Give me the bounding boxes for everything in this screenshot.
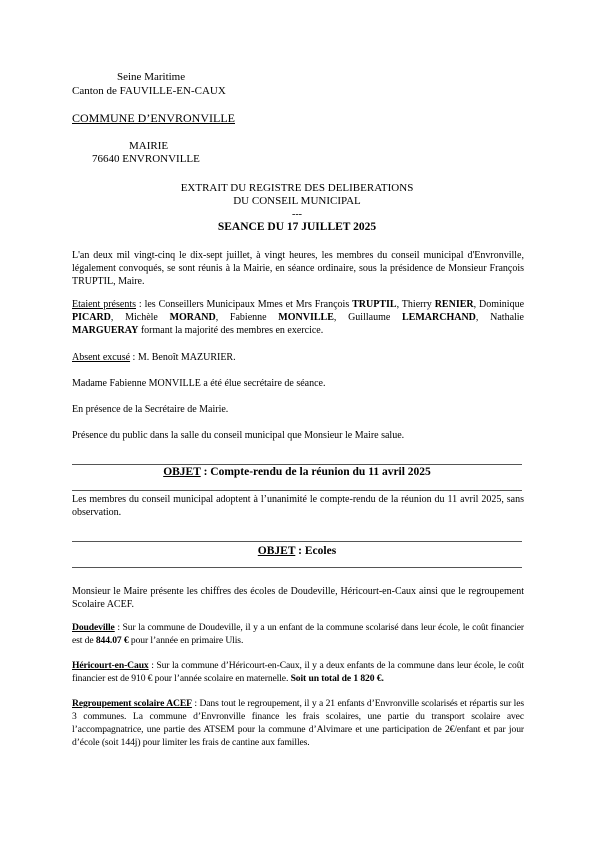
objet-1-text: Les membres du conseil municipal adoptent à l’unanimité le compte-rendu de la réunion du 11 avril 2025, sans observation. — [72, 494, 524, 518]
objet-label: OBJET — [257, 545, 296, 557]
presents-text: , Michèle — [110, 312, 170, 323]
divider — [72, 490, 522, 491]
presents-text: formant la majorité des membres en exercice. — [138, 325, 324, 336]
objet-title: : Compte-rendu de la réunion du 11 avril 2025 — [200, 466, 431, 478]
objet-title: : Ecoles — [295, 545, 337, 557]
hericourt-paragraph — [72, 659, 524, 685]
canton-name: Canton de FAUVILLE-EN-CAUX — [72, 85, 226, 97]
register-title-line2: DU CONSEIL MUNICIPAL — [233, 195, 361, 207]
presents-text: , Guillaume — [333, 312, 403, 323]
intro-paragraph: L'an deux mil vingt-cinq le dix-sept juillet, à vingt heures, les membres du conseil municipal d'Envronville, légalement convoqués, se sont réunis à la Mairie, en séance ordinaire, sous la présidence de Monsieur François TRUPTIL, Maire. — [72, 250, 524, 287]
hericourt-label: Héricourt-en-Caux — [72, 660, 149, 671]
doudeville-paragraph — [72, 621, 524, 647]
acef-paragraph — [72, 697, 524, 749]
presents-text: : les Conseillers Municipaux Mmes et Mrs François — [136, 299, 353, 310]
presents-text: , Fabienne — [215, 312, 279, 323]
member-name: RENIER — [434, 299, 474, 310]
presents-label: Etaient présents — [72, 299, 136, 310]
member-name: MONVILLE — [278, 312, 334, 323]
member-name: MORAND — [169, 312, 216, 323]
title-separator: --- — [292, 209, 302, 220]
mairie-address: 76640 ENVRONVILLE — [92, 153, 200, 165]
ecoles-intro: Monsieur le Maire présente les chiffres des écoles de Doudeville, Héricourt-en-Caux ainsi que le regroupement Scolaire ACEF. — [72, 586, 524, 610]
commune-name: COMMUNE D’ENVRONVILLE — [72, 111, 235, 125]
absent-paragraph — [72, 351, 524, 364]
doudeville-amount: 844.07 € — [95, 635, 129, 646]
divider — [72, 464, 522, 465]
presence-secretaire-paragraph: En présence de la Secrétaire de Mairie. — [72, 404, 229, 415]
member-name: PICARD — [72, 312, 111, 323]
divider — [72, 567, 522, 568]
presents-paragraph — [72, 298, 524, 337]
hericourt-total: Soit un total de 1 820 €. — [290, 673, 384, 684]
doudeville-label: Doudeville — [72, 622, 115, 633]
acef-label: Regroupement scolaire ACEF — [72, 698, 192, 709]
public-paragraph: Présence du public dans la salle du conseil municipal que Monsieur le Maire salue. — [72, 430, 405, 441]
member-name: LEMARCHAND — [402, 312, 476, 323]
presents-text: , Dominique — [473, 299, 525, 310]
objet-2-heading — [72, 545, 522, 557]
acef-text: : Dans tout le regroupement, il y a 21 enfants d’Envronville scolarisés et répartis sur les 3 communes. La commune d’Envronville finance les frais scolaires, une partie du transport scolaire avec l’accompagnatrice, une partie des ATSEM pour la commune d’Alvimare et une participation de 2€/enfant et par jour d’école (soit 144j) pour limiter les frais de cantine aux familles. — [72, 698, 524, 748]
divider — [72, 541, 522, 542]
absent-label: Absent excusé — [72, 352, 131, 363]
hericourt-text: : Sur la commune d’Héricourt-en-Caux, il y a deux enfants de la commune dans leur école, le coût financier est de 910 € pour l’année scolaire en maternelle. — [72, 660, 524, 684]
secretaire-paragraph: Madame Fabienne MONVILLE a été élue secrétaire de séance. — [72, 378, 326, 389]
mairie-label: MAIRIE — [129, 140, 169, 152]
seance-title: SEANCE DU 17 JUILLET 2025 — [217, 221, 377, 233]
department-name: Seine Maritime — [117, 71, 186, 83]
member-name: TRUPTIL — [352, 299, 397, 310]
doudeville-text: pour l’année en primaire Ulis. — [128, 635, 244, 646]
presents-text: , Thierry — [396, 299, 435, 310]
presents-text: , Nathalie — [475, 312, 524, 323]
objet-label: OBJET — [163, 466, 201, 478]
member-name: MARGUERAY — [72, 325, 139, 336]
doudeville-text: : Sur la commune de Doudeville, il y a un enfant de la commune scolarisé dans leur école, le coût financier est de — [72, 622, 524, 646]
register-title-line1: EXTRAIT DU REGISTRE DES DELIBERATIONS — [180, 182, 414, 194]
absent-text: : M. Benoît MAZURIER. — [130, 352, 236, 363]
objet-1-heading — [72, 466, 522, 478]
